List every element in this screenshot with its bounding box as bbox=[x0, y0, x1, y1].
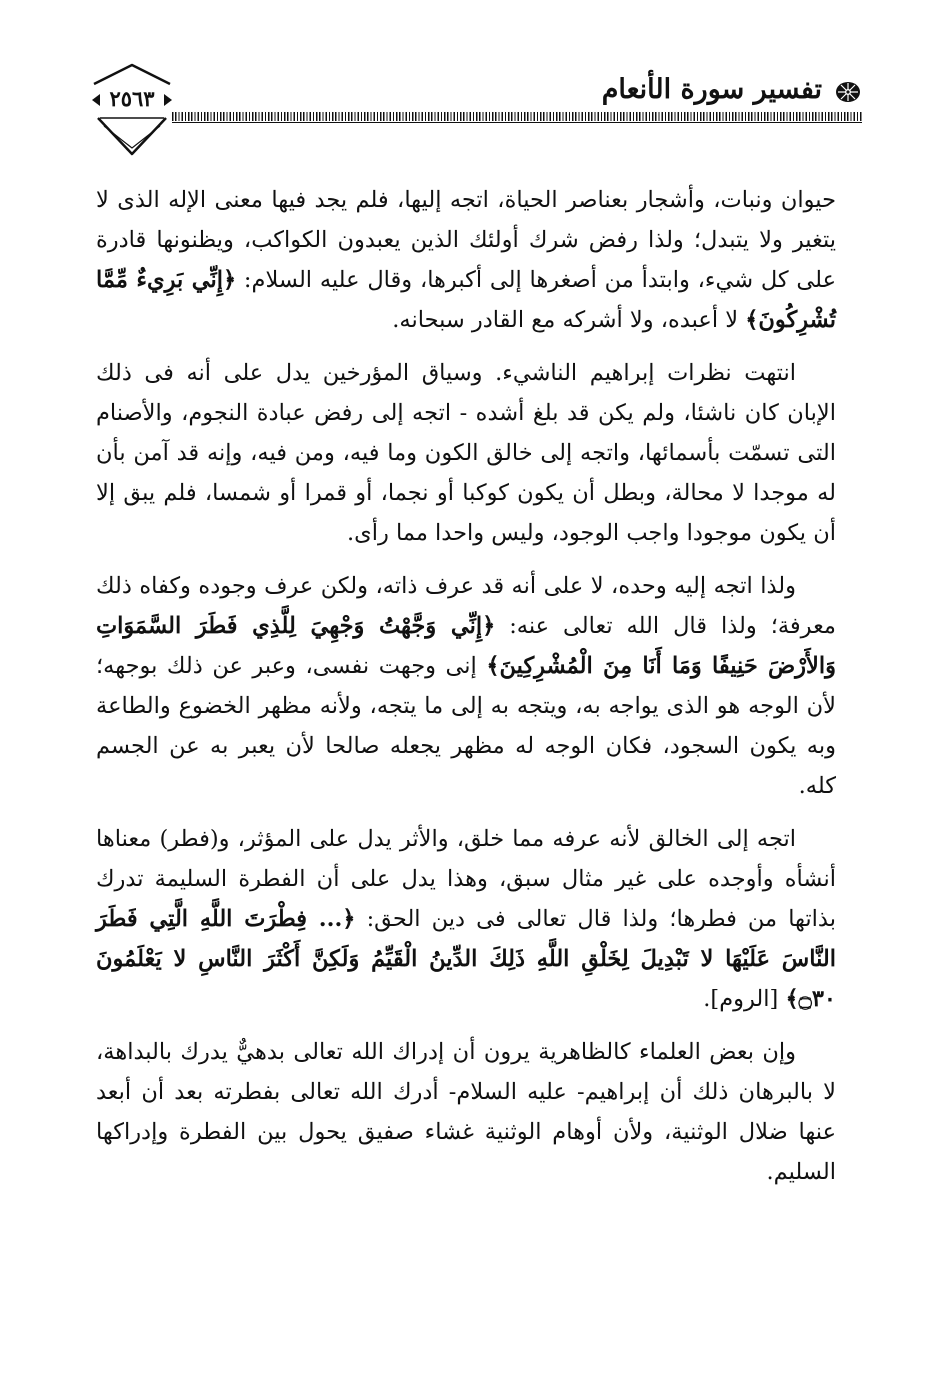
paragraph-text: إنى وجهت نفسى، وعبر عن ذلك بوجهه؛ لأن الوجه هو الذى يواجه به، ويتجه به إلى ما يتجه، ولأنه مظهر الخضوع والطاعة وبه يكون السجود، فكان الوجه له مظهر يجعله صالحا لأن يعبر به عن الجسم كله. bbox=[96, 653, 836, 799]
quran-verse: ﴿إِنِّي بَرِيءٌ مِّمَّا تُشْرِكُونَ﴾ bbox=[96, 267, 836, 333]
paragraph bbox=[96, 566, 836, 806]
page-body bbox=[96, 180, 836, 1205]
paragraph bbox=[96, 819, 836, 1019]
paragraph-text: لا أعبده، ولا أشركه مع القادر سبحانه. bbox=[392, 307, 746, 333]
paragraph-text: انتهت نظرات إبراهيم الناشيء. وسياق المؤرخين يدل على أنه فى ذلك الإبان كان ناشئا، ولم يكن قد بلغ أشده - اتجه إلى رفض عبادة النجوم، والأصنام التى تسمّت بأسمائها، واتجه إلى خالق الكون وما فيه، ومن فيه، وإنه قد آمن بأن له موجدا لا محالة، وبطل أن يكون كوكبا أو نجما، أو قمرا أو شمسا، فلم يبق إلا أن يكون موجودا واجب الوجود، وليس واحدا مما رأى. bbox=[96, 360, 836, 546]
paragraph bbox=[96, 353, 836, 553]
paragraph bbox=[96, 180, 836, 340]
flower-ornament-icon bbox=[834, 80, 862, 104]
page-number: ٢٥٦٣ bbox=[109, 86, 155, 111]
paragraph bbox=[96, 1032, 836, 1192]
header-divider-line bbox=[172, 122, 862, 123]
paragraph-text: اتجه إلى الخالق لأنه عرفه مما خلق، والأثر يدل على المؤثر، و(فطر) معناها أنشأه وأوجده على غير مثال سبق، وهذا يدل على أن الفطرة السليمة تدرك بذاتها من فطرها؛ ولذا قال تعالى فى دين الحق: bbox=[96, 826, 836, 932]
header-divider bbox=[172, 112, 862, 121]
paragraph-text: ولذا اتجه إليه وحده، لا على أنه قد عرف ذاته، ولكن عرف وجوده وكفاه ذلك معرفة؛ ولذا قال الله تعالى عنه: bbox=[96, 573, 836, 639]
paragraph-text: [الروم]. bbox=[703, 986, 786, 1012]
paragraph-text: وإن بعض العلماء كالظاهرية يرون أن إدراك الله تعالى بدهيٌّ يدرك بالبداهة، لا بالبرهان ذلك أن إبراهيم- عليه السلام- أدرك الله تعالى بفطرته بعد أن أبعد عنها ضلال الوثنية، ولأن أوهام الوثنية غشاء صفيق يحول بين الفطرة وإدراكها السليم. bbox=[96, 1039, 836, 1185]
paragraph-text: حيوان ونبات، وأشجار بعناصر الحياة، اتجه إليها، فلم يجد فيها معنى الإله الذى لا يتغير ولا يتبدل؛ ولذا رفض شرك أولئك الذين يعبدون الكواكب، ويظنونها قادرة على كل شيء، وابتدأ من أصغرها إلى أكبرها، وقال عليه السلام: bbox=[96, 187, 836, 293]
header-title: تفسير سورة الأنعام bbox=[601, 74, 822, 105]
page-header bbox=[90, 62, 862, 162]
quran-verse: ﴿... فِطْرَتَ اللَّهِ الَّتِي فَطَرَ النَّاسَ عَلَيْهَا لا تَبْدِيلَ لِخَلْقِ اللَّهِ ذَلِكَ الدِّينُ الْقَيِّمُ وَلَكِنَّ أَكْثَرَ النَّاسِ لا يَعْلَمُونَ ۝٣٠﴾ bbox=[96, 906, 836, 1012]
quran-verse: ﴿إِنِّي وَجَّهْتُ وَجْهِيَ لِلَّذِي فَطَرَ السَّمَوَاتِ وَالأَرْضَ حَنِيفًا وَمَا أَنَا مِنَ الْمُشْرِكِينَ﴾ bbox=[96, 613, 836, 679]
